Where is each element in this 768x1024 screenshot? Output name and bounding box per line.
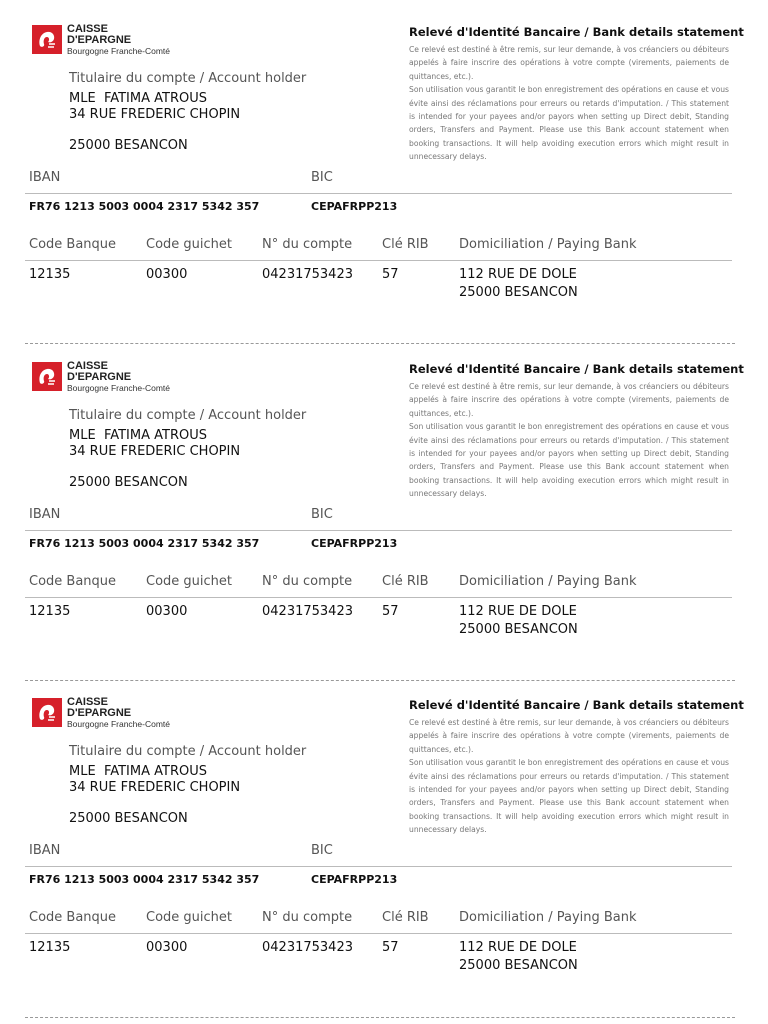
iban-value: FR76 1213 5003 0004 2317 5342 357 bbox=[29, 537, 260, 550]
divider bbox=[25, 193, 732, 194]
divider bbox=[25, 597, 732, 598]
branch-code-value: 00300 bbox=[146, 940, 188, 955]
iban-value: FR76 1213 5003 0004 2317 5342 357 bbox=[29, 873, 260, 886]
bic-value: CEPAFRPP213 bbox=[311, 873, 398, 886]
bic-label: BIC bbox=[311, 170, 333, 185]
bic-value: CEPAFRPP213 bbox=[311, 200, 398, 213]
account-number-value: 04231753423 bbox=[262, 267, 353, 282]
cut-line bbox=[25, 1017, 735, 1018]
paying-bank-address-line-1: 112 RUE DE DOLE bbox=[459, 604, 577, 619]
paying-bank-label: Domiciliation / Paying Bank bbox=[459, 237, 637, 252]
logo-region: Bourgogne Franche-Comté bbox=[67, 383, 171, 393]
rib-key-value: 57 bbox=[382, 940, 399, 955]
rib-slip-2 bbox=[0, 337, 768, 673]
paying-bank-label: Domiciliation / Paying Bank bbox=[459, 574, 637, 589]
iban-label: IBAN bbox=[29, 843, 61, 858]
account-number-label: N° du compte bbox=[262, 237, 353, 252]
bank-code-label: Code Banque bbox=[29, 910, 117, 925]
divider bbox=[25, 866, 732, 867]
statement-title: Relevé d'Identité Bancaire / Bank details statement bbox=[409, 698, 744, 712]
statement-description-1: Ce relevé est destiné à être remis, sur leur demande, à vos créanciers ou débiteurs appelés à faire inscrire des opérations à votre compte (virements, paiements de quittances, etc.). bbox=[409, 718, 729, 754]
rib-slip-1 bbox=[0, 0, 768, 336]
account-holder-name: MLE FATIMA ATROUS bbox=[69, 91, 207, 106]
iban-value: FR76 1213 5003 0004 2317 5342 357 bbox=[29, 200, 260, 213]
logo-region: Bourgogne Franche-Comté bbox=[67, 719, 171, 729]
bank-code-label: Code Banque bbox=[29, 574, 117, 589]
account-holder-street: 34 RUE FREDERIC CHOPIN bbox=[69, 444, 241, 459]
iban-label: IBAN bbox=[29, 170, 61, 185]
bank-code-value: 12135 bbox=[29, 604, 71, 619]
branch-code-label: Code guichet bbox=[146, 574, 232, 589]
bic-value: CEPAFRPP213 bbox=[311, 537, 398, 550]
logo-line-1: CAISSE bbox=[67, 360, 108, 372]
account-number-value: 04231753423 bbox=[262, 940, 353, 955]
statement-description-1: Ce relevé est destiné à être remis, sur leur demande, à vos créanciers ou débiteurs appelés à faire inscrire des opérations à votre compte (virements, paiements de quittances, etc.). bbox=[409, 45, 729, 81]
account-holder-name: MLE FATIMA ATROUS bbox=[69, 428, 207, 443]
rib-key-value: 57 bbox=[382, 604, 399, 619]
bic-label: BIC bbox=[311, 507, 333, 522]
branch-code-label: Code guichet bbox=[146, 910, 232, 925]
statement-description bbox=[409, 716, 729, 837]
paying-bank-address-line-2: 25000 BESANCON bbox=[459, 285, 578, 300]
bank-code-label: Code Banque bbox=[29, 237, 117, 252]
divider bbox=[25, 933, 732, 934]
account-holder-label: Titulaire du compte / Account holder bbox=[69, 408, 307, 423]
paying-bank-address-line-1: 112 RUE DE DOLE bbox=[459, 940, 577, 955]
rib-slip-3 bbox=[0, 673, 768, 1009]
statement-description-1: Ce relevé est destiné à être remis, sur leur demande, à vos créanciers ou débiteurs appelés à faire inscrire des opérations à votre compte (virements, paiements de quittances, etc.). bbox=[409, 382, 729, 418]
rib-key-label: Clé RIB bbox=[382, 237, 429, 252]
logo-line-1: CAISSE bbox=[67, 23, 108, 35]
account-holder-name: MLE FATIMA ATROUS bbox=[69, 764, 207, 779]
logo-line-1: CAISSE bbox=[67, 696, 108, 708]
account-number-value: 04231753423 bbox=[262, 604, 353, 619]
account-holder-label: Titulaire du compte / Account holder bbox=[69, 71, 307, 86]
iban-label: IBAN bbox=[29, 507, 61, 522]
statement-description bbox=[409, 43, 729, 164]
branch-code-label: Code guichet bbox=[146, 237, 232, 252]
account-holder-city: 25000 BESANCON bbox=[69, 811, 188, 826]
account-holder-street: 34 RUE FREDERIC CHOPIN bbox=[69, 780, 241, 795]
rib-key-label: Clé RIB bbox=[382, 910, 429, 925]
branch-code-value: 00300 bbox=[146, 604, 188, 619]
squirrel-logo-icon bbox=[32, 362, 62, 391]
bank-code-value: 12135 bbox=[29, 267, 71, 282]
statement-description bbox=[409, 380, 729, 501]
statement-description-2: Son utilisation vous garantit le bon enregistrement des opérations en cause et vous évite ainsi des réclamations pour erreurs ou retards d'imputation. / This statement is intended for your payees and/or payors when setting up Direct debit, Standing orders, Transfers and Payment. Please use this Bank account statement when booking transactions. It will help avoiding execution errors which might result in unnecessary delays. bbox=[409, 758, 729, 835]
divider bbox=[25, 260, 732, 261]
logo-line-2: D'EPARGNE bbox=[67, 34, 132, 46]
paying-bank-address-line-1: 112 RUE DE DOLE bbox=[459, 267, 577, 282]
rib-key-label: Clé RIB bbox=[382, 574, 429, 589]
statement-title: Relevé d'Identité Bancaire / Bank details statement bbox=[409, 25, 744, 39]
account-holder-label: Titulaire du compte / Account holder bbox=[69, 744, 307, 759]
squirrel-logo-icon bbox=[32, 698, 62, 727]
statement-description-2: Son utilisation vous garantit le bon enregistrement des opérations en cause et vous évite ainsi des réclamations pour erreurs ou retards d'imputation. / This statement is intended for your payees and/or payors when setting up Direct debit, Standing orders, Transfers and Payment. Please use this Bank account statement when booking transactions. It will help avoiding execution errors which might result in unnecessary delays. bbox=[409, 85, 729, 162]
statement-title: Relevé d'Identité Bancaire / Bank details statement bbox=[409, 362, 744, 376]
bic-label: BIC bbox=[311, 843, 333, 858]
paying-bank-label: Domiciliation / Paying Bank bbox=[459, 910, 637, 925]
account-number-label: N° du compte bbox=[262, 574, 353, 589]
account-holder-city: 25000 BESANCON bbox=[69, 475, 188, 490]
paying-bank-address-line-2: 25000 BESANCON bbox=[459, 958, 578, 973]
rib-key-value: 57 bbox=[382, 267, 399, 282]
account-number-label: N° du compte bbox=[262, 910, 353, 925]
branch-code-value: 00300 bbox=[146, 267, 188, 282]
divider bbox=[25, 530, 732, 531]
logo-region: Bourgogne Franche-Comté bbox=[67, 46, 171, 56]
logo-line-2: D'EPARGNE bbox=[67, 371, 132, 383]
squirrel-logo-icon bbox=[32, 25, 62, 54]
bank-logo bbox=[32, 698, 222, 732]
account-holder-street: 34 RUE FREDERIC CHOPIN bbox=[69, 107, 241, 122]
account-holder-city: 25000 BESANCON bbox=[69, 138, 188, 153]
statement-description-2: Son utilisation vous garantit le bon enregistrement des opérations en cause et vous évite ainsi des réclamations pour erreurs ou retards d'imputation. / This statement is intended for your payees and/or payors when setting up Direct debit, Standing orders, Transfers and Payment. Please use this Bank account statement when booking transactions. It will help avoiding execution errors which might result in unnecessary delays. bbox=[409, 422, 729, 499]
logo-line-2: D'EPARGNE bbox=[67, 707, 132, 719]
bank-logo bbox=[32, 362, 222, 396]
paying-bank-address-line-2: 25000 BESANCON bbox=[459, 622, 578, 637]
bank-logo bbox=[32, 25, 222, 59]
bank-code-value: 12135 bbox=[29, 940, 71, 955]
